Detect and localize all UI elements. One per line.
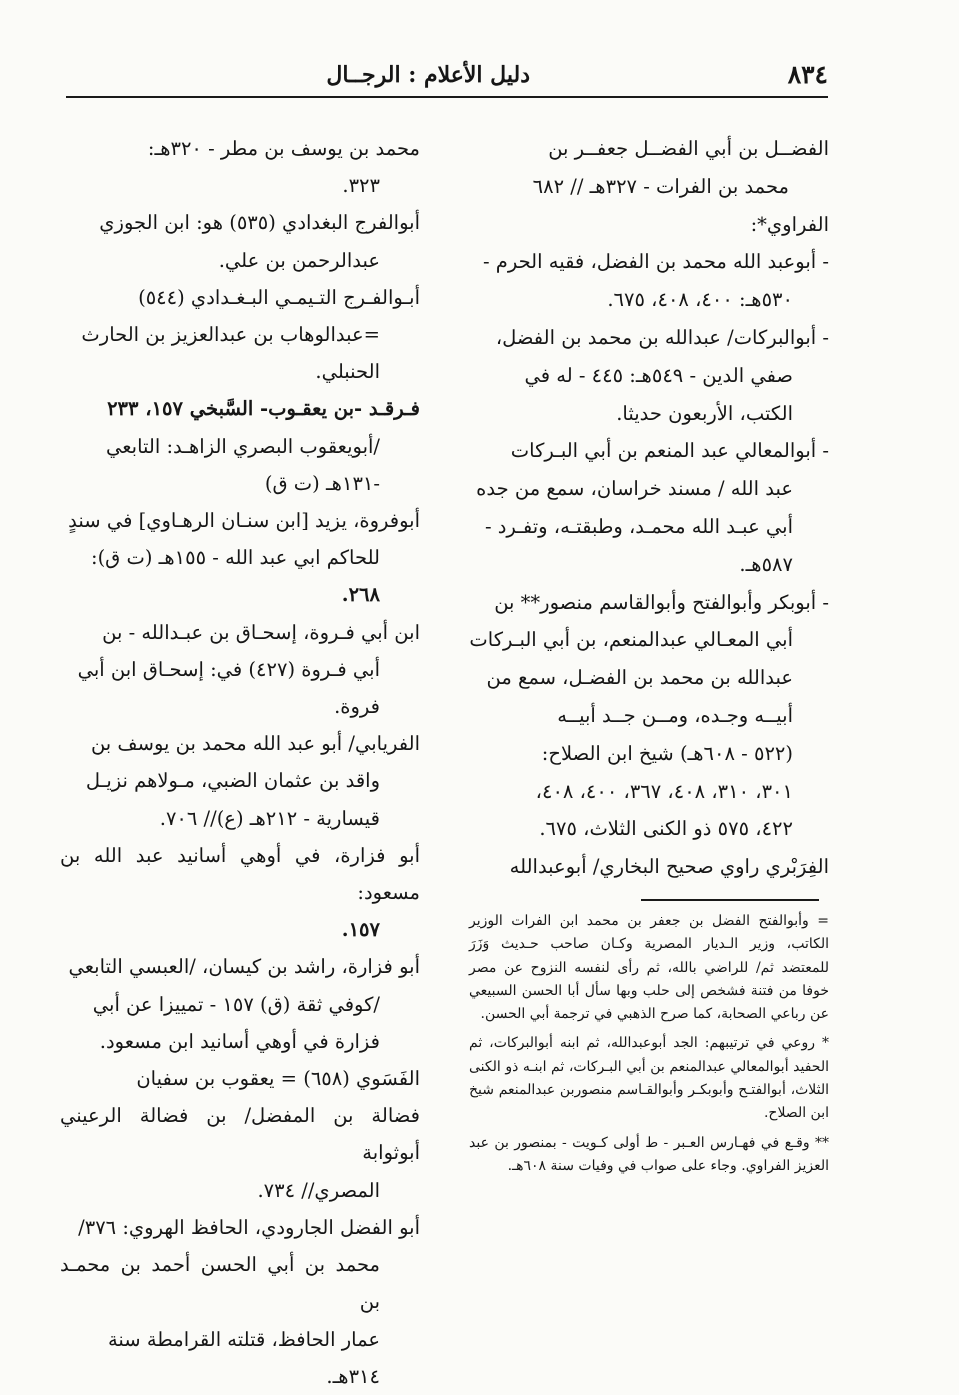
index-entry bbox=[60, 502, 420, 614]
index-entry bbox=[60, 725, 420, 837]
index-entry bbox=[469, 243, 829, 319]
entry-line: أبو فزارة، راشد بن كيسان، /العبسي التابعي bbox=[68, 955, 420, 979]
entry-line: أبو الفضل الجارودي، الحافظ الهروي: ٣٧٦/ bbox=[78, 1215, 420, 1239]
entry-line: الفريابي/ أبو عبد الله محمد بن يوسف بن bbox=[90, 732, 420, 756]
entry-line: أبي عبـد الله محمـد، وطبقتـه، وتفـرد - bbox=[484, 514, 793, 538]
entry-line: ٥٨٧هـ. bbox=[739, 552, 793, 576]
index-entry bbox=[60, 948, 420, 1060]
entry-line: ٥٣٠هـ: ٤٠٠، ٤٠٨، ٦٧٥. bbox=[607, 288, 793, 312]
entry-line: - أبوبكر وأبوالفتح وأبوالقاسم منصور** بن bbox=[494, 590, 829, 614]
entry-line: محمد بن يوسف بن مطر - ٣٢٠هـ: bbox=[147, 137, 420, 160]
entry-line: واقد بن عثمان الضبي، مـولاهم نزيـل bbox=[85, 769, 380, 793]
entry-line: عبد الله / مسند خراسان، سمع من جده bbox=[476, 477, 793, 501]
running-title: دليل الأعلام : الرجــال bbox=[326, 62, 530, 88]
entry-line: عبدالرحمن بن علي. bbox=[218, 248, 380, 272]
entry-line: ٣٢٣. bbox=[342, 174, 380, 198]
footnote: = وأبوالفتح الفضل بن جعفر بن محمد ابن الفرات الوزير الكاتب، وزير الـديار المصرية وكـان صاحب حـديث وَزَرَ للمعتضد ثم/ للراضي بالله، ثم رأى لنفسه النزوح عن مصر خوفا من فتنة فشخص إلى حلب وبها سأل أبا الحسن السبيعي عن رباعي الصحابة، كما صرح الذهبي في ترجمة أبي الحسن. bbox=[469, 913, 829, 1023]
entry-line: فـرقـد -بن يعقـوب- السَّبخي ١٥٧، ٢٣٣ bbox=[107, 397, 420, 421]
entry-line: -١٣١هـ (ت ق) bbox=[264, 471, 380, 495]
entry-line: صفي الدين - ٥٤٩هـ: ٤٤٥ - له في bbox=[524, 363, 793, 387]
entry-line: أبوفروة، يزيد [ابن سنـان الرهـاوي] في سندٍ bbox=[68, 509, 420, 533]
footnote-rule bbox=[641, 899, 819, 901]
header-rule bbox=[66, 96, 828, 98]
entry-line: ١٥٧. bbox=[341, 918, 380, 942]
entry-line: قيسارية - ٢١٢هـ (ع)// ٧٠٦. bbox=[159, 806, 380, 830]
index-entry bbox=[60, 390, 420, 502]
index-entry bbox=[469, 848, 829, 886]
page-header bbox=[66, 56, 828, 96]
entry-line: فروة. bbox=[334, 695, 380, 719]
entry-line: الفَسَوي (٦٥٨) = يعقوب بن سفيان bbox=[136, 1067, 420, 1091]
entry-line: أبو فزارة، في أوهي أسانيد عبد الله بن مسعود: bbox=[60, 843, 420, 905]
index-entry bbox=[60, 614, 420, 726]
entry-line: ٢٦٨. bbox=[341, 583, 380, 607]
index-entry bbox=[469, 584, 829, 849]
entry-line: أبي المعـالي عبدالمنعم، بن أبي البـركات bbox=[469, 628, 793, 652]
entry-line: عمار الحافظ، قتلته القرامطة سنة bbox=[107, 1327, 380, 1351]
entry-line: للحاكم ابي عبد الله - ١٥٥هـ (ت ق): bbox=[91, 546, 380, 570]
entry-line: الحنبلي. bbox=[315, 360, 380, 384]
footnotes bbox=[469, 910, 829, 1184]
index-entry bbox=[60, 204, 420, 278]
entry-line: الفراوي*: bbox=[750, 212, 829, 236]
index-entry bbox=[469, 130, 829, 206]
entry-line: =عبدالوهاب بن عبدالعزيز بن الحارث bbox=[81, 323, 380, 347]
entry-line: محمد بن الفرات - ٣٢٧هـ // ٦٨٢ bbox=[532, 174, 789, 198]
entry-line: ٣١٤هـ. bbox=[326, 1364, 380, 1388]
index-entry bbox=[60, 837, 420, 949]
entry-line: أبي فـروة (٤٢٧) في: إسحـاق ابن أبي bbox=[77, 657, 380, 681]
entry-line: أبـوالفـرج التـيمـي البـغـدادي (٥٤٤) bbox=[138, 285, 420, 309]
entry-line: الفضــل بن أبي الفضــل جعفــر بن bbox=[548, 137, 829, 160]
entry-line: الكتب، الأربعون حديثا. bbox=[616, 401, 793, 425]
index-entry bbox=[60, 1060, 420, 1097]
index-entry bbox=[60, 279, 420, 391]
entry-line: ابن أبي فـروة، إسحـاق بن عبـدالله - بن bbox=[102, 620, 420, 644]
entry-line: فضالة بن المفضل/ بن فضالة الرعيني أبوثوابة bbox=[60, 1104, 420, 1165]
entry-line: - أبوالمعالي عبد المنعم بن أبي البـركات bbox=[510, 439, 829, 463]
entry-line: (٥٢٢ - ٦٠٨هـ) شيخ ابن الصلاح: bbox=[541, 741, 793, 765]
index-entry bbox=[469, 206, 829, 244]
entry-line: أبيــه وجـده، ومــن جــد أبيــه bbox=[557, 703, 793, 727]
entry-line: أبوالفرج البغدادي (٥٣٥) هو: ابن الجوزي bbox=[99, 211, 420, 235]
footnote: * روعي في ترتيبهم: الجد أبوعبدالله، ثم ابنه أبوالبركات، ثم الحفيد أبوالمعالي عبدالمنعم بن أبي البـركات، ثم ابنـه ذو الكنى الثلاث، أبوالفتـح وأبوبكـر وأبوالقـاسم منصوربن عبدالمنعم شيخ ابن الصلاح. bbox=[469, 1035, 829, 1122]
entry-line: فزارة في أوهي أسانيد ابن مسعود. bbox=[99, 1029, 380, 1053]
right-column bbox=[469, 130, 829, 886]
entry-line: عبدالله بن محمد بن الفضـل، سمع من bbox=[486, 666, 793, 690]
index-entry bbox=[469, 432, 829, 583]
footnote: ** وقـع في فهـارس العـبر - ط أولى كـويت - بمنصور بن عبد العزيز الفراوي. وجاء على صواب في وفيات سنة ٦٠٨هـ. bbox=[469, 1134, 829, 1174]
index-entry bbox=[60, 130, 420, 204]
entry-line: محمد بن أبي الحسن أحمد بن محمـد بن bbox=[60, 1253, 380, 1314]
entry-line: - أبوالبركات/ عبدالله بن محمد بن الفضل، bbox=[495, 325, 829, 349]
entry-line: ٣٠١، ٣١٠، ٤٠٨، ٣٦٧، ٤٠٠، ٤٠٨، bbox=[535, 779, 793, 803]
entry-line: ٤٢٢، ٥٧٥ ذو الكنى الثلاث، ٦٧٥. bbox=[539, 817, 793, 841]
index-entry bbox=[469, 319, 829, 432]
entry-line: الفِرَبْري راوي صحيح البخاري/ أبوعبدالله bbox=[509, 855, 829, 879]
entry-line: /كوفي ثقة (ق) ١٥٧ - تمييزا عن أبي bbox=[92, 992, 380, 1016]
entry-line: - أبوعبد الله محمد بن الفضل، فقيه الحرم - bbox=[482, 250, 829, 274]
index-entry bbox=[60, 1209, 420, 1395]
page-number: ٨٣٤ bbox=[787, 60, 828, 89]
entry-line: المصري// ٧٣٤. bbox=[257, 1178, 380, 1202]
index-entry bbox=[60, 1097, 420, 1209]
entry-line: /أبويعقوب البصري الزاهـد: التابعي bbox=[106, 434, 380, 458]
left-column bbox=[60, 130, 420, 1395]
